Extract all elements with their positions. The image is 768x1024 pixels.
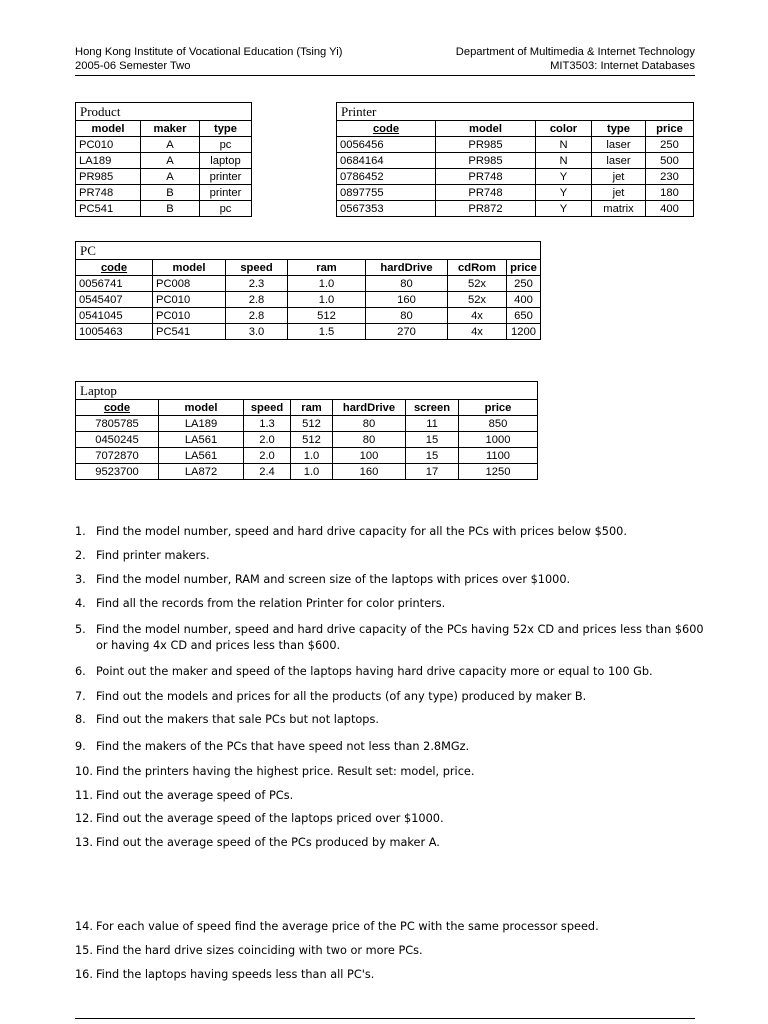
cell: LA561: [159, 432, 244, 448]
table-row: [76, 432, 538, 448]
column-header: model: [153, 260, 226, 276]
cell: LA189: [159, 416, 244, 432]
cell: laser: [592, 153, 646, 169]
table-row: [337, 153, 694, 169]
item-text: Find the makers of the PCs that have speed not less than 2.8MGz.: [96, 740, 470, 753]
table-row: [76, 292, 541, 308]
item-number: 3.: [75, 573, 86, 586]
printer-table: [336, 102, 694, 217]
cell: 9523700: [76, 464, 159, 480]
cell: 400: [646, 201, 694, 217]
cell: PC010: [153, 292, 226, 308]
cell: PC008: [153, 276, 226, 292]
cell: 160: [333, 464, 406, 480]
table-row: [76, 324, 541, 340]
cell: matrix: [592, 201, 646, 217]
cell: 4x: [448, 308, 507, 324]
cell: jet: [592, 185, 646, 201]
cell: 80: [333, 432, 406, 448]
cell: PC010: [153, 308, 226, 324]
cell: 1250: [459, 464, 538, 480]
cell: 52x: [448, 276, 507, 292]
cell: Y: [536, 185, 592, 201]
cell: 250: [646, 137, 694, 153]
column-header: code: [76, 400, 159, 416]
table-row: [76, 416, 538, 432]
item-number: 8.: [75, 713, 86, 726]
item-text: Find out the average speed of PCs.: [96, 789, 294, 802]
cell: 512: [291, 416, 333, 432]
table-title: Product: [76, 103, 252, 121]
item-text: Find the model number, speed and hard drive capacity for all the PCs with prices below $500.: [96, 525, 627, 538]
cell: 400: [507, 292, 541, 308]
cell: 2.8: [226, 292, 288, 308]
cell: 1.0: [291, 448, 333, 464]
item-text: Find the hard drive sizes coinciding with two or more PCs.: [96, 944, 423, 957]
header-semester: 2005-06 Semester Two: [75, 60, 191, 72]
cell: 0450245: [76, 432, 159, 448]
table-row: [76, 153, 252, 169]
table-row: [76, 201, 252, 217]
cell: 2.8: [226, 308, 288, 324]
table-row: [76, 448, 538, 464]
item-text: Find out the models and prices for all the products (of any type) produced by maker B.: [96, 690, 587, 703]
item-text: Find out the makers that sale PCs but not laptops.: [96, 713, 379, 726]
item-text: Find printer makers.: [96, 549, 210, 562]
cell: 1.0: [288, 276, 366, 292]
item-text: Find the model number, speed and hard drive capacity of the PCs having 52x CD and prices less than $600 or having 4x CD and prices less than $600.: [96, 623, 704, 652]
table-row: [76, 137, 252, 153]
header-department: Department of Multimedia & Internet Technology: [455, 46, 695, 58]
item-text: Find out the average speed of the PCs produced by maker A.: [96, 836, 440, 849]
column-header: code: [76, 260, 153, 276]
footer-divider: [75, 1018, 695, 1019]
table-title: Laptop: [76, 382, 538, 400]
table-title: PC: [76, 242, 541, 260]
table-row: [76, 308, 541, 324]
cell: PR872: [436, 201, 536, 217]
cell: A: [141, 169, 200, 185]
item-number: 15.: [75, 944, 93, 957]
cell: 0684164: [337, 153, 436, 169]
cell: LA561: [159, 448, 244, 464]
column-header: type: [200, 121, 252, 137]
column-header: screen: [406, 400, 459, 416]
cell: 1.0: [291, 464, 333, 480]
cell: 1100: [459, 448, 538, 464]
cell: 500: [646, 153, 694, 169]
cell: 1200: [507, 324, 541, 340]
item-number: 9.: [75, 740, 86, 753]
table-row: [76, 185, 252, 201]
item-text: Find out the average speed of the laptops priced over $1000.: [96, 812, 444, 825]
table-row: [337, 185, 694, 201]
table-row: [76, 464, 538, 480]
header-institute: Hong Kong Institute of Vocational Education (Tsing Yi): [75, 46, 343, 58]
column-header: type: [592, 121, 646, 137]
column-header: speed: [244, 400, 291, 416]
cell: 0056456: [337, 137, 436, 153]
cell: pc: [200, 137, 252, 153]
cell: 2.0: [244, 448, 291, 464]
item-number: 1.: [75, 525, 86, 538]
cell: 17: [406, 464, 459, 480]
item-text: Find the printers having the highest price. Result set: model, price.: [96, 765, 475, 778]
cell: A: [141, 137, 200, 153]
laptop-table: [75, 381, 538, 480]
column-header: cdRom: [448, 260, 507, 276]
cell: PR985: [436, 153, 536, 169]
cell: 7072870: [76, 448, 159, 464]
column-header: model: [436, 121, 536, 137]
item-text: Find the model number, RAM and screen size of the laptops with prices over $1000.: [96, 573, 571, 586]
item-text: Point out the maker and speed of the laptops having hard drive capacity more or equal to 100 Gb.: [96, 665, 653, 678]
column-header: color: [536, 121, 592, 137]
cell: PR748: [76, 185, 141, 201]
item-number: 12.: [75, 812, 93, 825]
column-header: ram: [291, 400, 333, 416]
column-header: price: [507, 260, 541, 276]
cell: 7805785: [76, 416, 159, 432]
item-text: Find the laptops having speeds less than all PC's.: [96, 968, 375, 981]
cell: 0056741: [76, 276, 153, 292]
cell: 1005463: [76, 324, 153, 340]
pc-table: [75, 241, 541, 340]
table-row: [337, 169, 694, 185]
cell: 250: [507, 276, 541, 292]
cell: B: [141, 185, 200, 201]
table-row: [76, 169, 252, 185]
table-row: [76, 276, 541, 292]
product-table: [75, 102, 252, 217]
cell: 80: [366, 276, 448, 292]
cell: 0545407: [76, 292, 153, 308]
cell: 80: [333, 416, 406, 432]
cell: 100: [333, 448, 406, 464]
table-title: Printer: [337, 103, 694, 121]
cell: 0567353: [337, 201, 436, 217]
cell: 52x: [448, 292, 507, 308]
column-header: hardDrive: [333, 400, 406, 416]
cell: A: [141, 153, 200, 169]
cell: N: [536, 137, 592, 153]
cell: 160: [366, 292, 448, 308]
cell: PR748: [436, 185, 536, 201]
header-divider: [75, 75, 695, 76]
cell: 0897755: [337, 185, 436, 201]
cell: laser: [592, 137, 646, 153]
item-number: 16.: [75, 968, 93, 981]
item-number: 14.: [75, 920, 93, 933]
table-row: [337, 137, 694, 153]
cell: 80: [366, 308, 448, 324]
cell: printer: [200, 185, 252, 201]
cell: 1.5: [288, 324, 366, 340]
cell: B: [141, 201, 200, 217]
item-number: 11.: [75, 789, 93, 802]
cell: 1.3: [244, 416, 291, 432]
cell: PC010: [76, 137, 141, 153]
cell: 2.3: [226, 276, 288, 292]
cell: 0541045: [76, 308, 153, 324]
header-course: MIT3503: Internet Databases: [550, 60, 695, 72]
item-text: For each value of speed find the average price of the PC with the same processor speed.: [96, 920, 599, 933]
cell: 3.0: [226, 324, 288, 340]
cell: 230: [646, 169, 694, 185]
cell: LA189: [76, 153, 141, 169]
column-header: model: [76, 121, 141, 137]
cell: 11: [406, 416, 459, 432]
cell: 512: [291, 432, 333, 448]
cell: PR748: [436, 169, 536, 185]
cell: 0786452: [337, 169, 436, 185]
cell: 1000: [459, 432, 538, 448]
cell: Y: [536, 169, 592, 185]
item-number: 2.: [75, 549, 86, 562]
cell: PR985: [76, 169, 141, 185]
cell: pc: [200, 201, 252, 217]
cell: 2.0: [244, 432, 291, 448]
column-header: model: [159, 400, 244, 416]
item-number: 13.: [75, 836, 93, 849]
table-row: [337, 201, 694, 217]
cell: 2.4: [244, 464, 291, 480]
cell: 270: [366, 324, 448, 340]
column-header: maker: [141, 121, 200, 137]
column-header: speed: [226, 260, 288, 276]
cell: Y: [536, 201, 592, 217]
column-header: price: [646, 121, 694, 137]
page-header: [75, 46, 695, 76]
cell: PC541: [76, 201, 141, 217]
column-header: ram: [288, 260, 366, 276]
cell: 850: [459, 416, 538, 432]
cell: PC541: [153, 324, 226, 340]
cell: printer: [200, 169, 252, 185]
cell: 180: [646, 185, 694, 201]
column-header: hardDrive: [366, 260, 448, 276]
column-header: price: [459, 400, 538, 416]
cell: laptop: [200, 153, 252, 169]
cell: LA872: [159, 464, 244, 480]
cell: 4x: [448, 324, 507, 340]
item-number: 5.: [75, 623, 86, 636]
cell: PR985: [436, 137, 536, 153]
item-number: 4.: [75, 597, 86, 610]
item-number: 6.: [75, 665, 86, 678]
cell: N: [536, 153, 592, 169]
column-header: code: [337, 121, 436, 137]
cell: 512: [288, 308, 366, 324]
cell: jet: [592, 169, 646, 185]
item-text: Find all the records from the relation Printer for color printers.: [96, 597, 446, 610]
item-number: 10.: [75, 765, 93, 778]
cell: 15: [406, 432, 459, 448]
cell: 15: [406, 448, 459, 464]
cell: 1.0: [288, 292, 366, 308]
cell: 650: [507, 308, 541, 324]
item-number: 7.: [75, 690, 86, 703]
